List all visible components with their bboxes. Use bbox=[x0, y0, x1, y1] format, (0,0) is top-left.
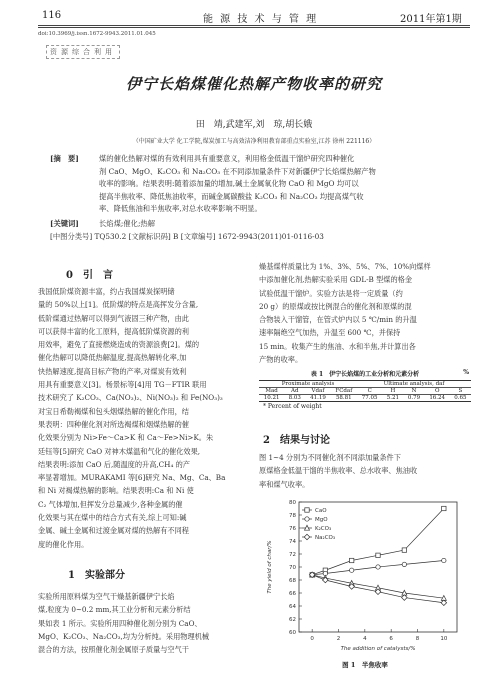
table-cell: 77.05 bbox=[361, 395, 378, 401]
body-line: 率和煤气收率。 bbox=[259, 479, 310, 489]
body-line: 20 g）的原煤或按比例混合的催化剂和原煤的混 bbox=[259, 301, 412, 311]
table-header-cell: Ad bbox=[291, 388, 299, 394]
affiliation: （中国矿业大学 化工学院,煤炭加工与高效洁净利用教育部重点实验室,江苏 徐州 221116） bbox=[132, 138, 376, 145]
table-1 bbox=[259, 369, 471, 410]
table-cell: 16.24 bbox=[429, 395, 446, 401]
body-line: 金属、碱土金属和过渡金属对煤的热解有不同程 bbox=[38, 526, 189, 536]
journal-name: 能 源 技 术 与 管 理 bbox=[203, 14, 319, 25]
body-line: 结果表明:添加 CaO 后,随温度的升高,CH₄ 的产 bbox=[38, 459, 190, 469]
header-rule-2 bbox=[38, 27, 470, 28]
y-tick-label: 78 bbox=[289, 513, 296, 519]
table-group-ultimate: Ultimate analysis, daf bbox=[357, 381, 471, 388]
table-unit: % bbox=[463, 369, 469, 376]
abstract-line: 收率的影响。结果表明:随着添加量的增加,碱土金属氧化物 CaO 和 MgO 均可以 bbox=[99, 179, 359, 188]
abstract-body bbox=[99, 153, 467, 216]
body-line: 果如表 1 所示。实验所用四种催化剂分别为 CaO、 bbox=[38, 618, 202, 628]
data-point bbox=[349, 568, 353, 572]
body-line: 果表明：四种催化剂对所选褐煤和烟煤热解的催 bbox=[38, 419, 189, 429]
table-header-cell: N bbox=[411, 388, 417, 394]
body-line: 和 Ni 对褐煤热解的影响。结果表明:Ca 和 Ni 使 bbox=[38, 486, 194, 496]
table-cell: 58.81 bbox=[335, 395, 352, 401]
body-line: 混合的方法，按照催化剂金属原子质量与空气干 bbox=[38, 645, 189, 655]
body-line: 实验所用原料煤为空气干燥基新疆伊宁长焰 bbox=[38, 592, 175, 601]
journal-issue: 2011年第1期 bbox=[400, 14, 462, 25]
article-title: 伊宁长焰煤催化热解产物收率的研究 bbox=[125, 75, 382, 93]
x-tick-label: 4 bbox=[363, 636, 367, 642]
section-2-body bbox=[259, 451, 469, 491]
body-line: 化效果与其在煤中的结合方式有关,综上可知:碱 bbox=[38, 513, 187, 523]
table-header-cell: FCdaf bbox=[335, 388, 353, 394]
body-line: 技术研究了 K₂CO₃、Ca(NO₃)₂、Ni(NO₃)₂ 和 Fe(NO₃)₃ bbox=[38, 393, 223, 403]
table-row bbox=[259, 395, 471, 402]
table-header-cell: O bbox=[434, 388, 440, 394]
table-cell: 8.03 bbox=[288, 395, 301, 401]
table-header-cell: Vdaf bbox=[311, 388, 325, 394]
y-tick-label: 62 bbox=[289, 617, 296, 623]
legend-label: CaO bbox=[315, 508, 327, 514]
char-yield-chart bbox=[259, 496, 471, 656]
y-axis-label: The yield of char/% bbox=[267, 540, 273, 594]
x-axis-label: The addition of catalysts/% bbox=[340, 646, 416, 652]
legend-marker bbox=[305, 517, 309, 521]
data-point bbox=[402, 562, 406, 566]
body-line: 度的催化作用。 bbox=[38, 539, 89, 549]
data-point bbox=[376, 565, 380, 569]
header-rule bbox=[38, 25, 470, 26]
body-line: 低阶煤通过热解可以得到气液固三种产物，由此 bbox=[38, 313, 189, 323]
body-line: 量的 50%以上[1]。低阶煤的特点是高挥发分含量, bbox=[38, 300, 199, 310]
table-cell: 10.21 bbox=[263, 395, 280, 401]
legend-label: Na₂CO₃ bbox=[315, 535, 336, 541]
data-point bbox=[442, 506, 446, 510]
table-grid bbox=[259, 381, 471, 402]
x-tick-label: 10 bbox=[440, 636, 448, 642]
table-header-cell: C bbox=[367, 388, 372, 394]
body-line: 图 1~4 分别为不同催化剂不同添加量条件下 bbox=[259, 453, 401, 462]
table-group-proximate: Proximate analysis bbox=[259, 381, 357, 388]
body-line: 化效果分别为 Ni>Fe～Ca>K 和 Ca～Fe>Ni>K。朱 bbox=[38, 433, 214, 443]
body-line: 产物的收率。 bbox=[259, 355, 303, 365]
data-point bbox=[323, 577, 329, 583]
abstract-line: 提高半焦收率、降低焦油收率，而碱金属碳酸盐 K₂CO₃ 和 Na₂CO₃ 均提高煤气收 bbox=[99, 191, 364, 201]
body-line: 试验低温干馏炉。实验方法是将一定质量（约 bbox=[259, 288, 403, 298]
table-header-cell: Mad bbox=[265, 388, 278, 394]
table-title: 表 1 伊宁长焰煤的工业分析和元素分析 bbox=[310, 371, 420, 378]
column-tag: 资源综合利用 bbox=[46, 45, 120, 59]
y-tick-label: 64 bbox=[289, 604, 296, 610]
abstract-line: 剂 CaO、MgO、K₂CO₃ 和 Na₂CO₃ 在不同添加量条件下对新疆伊宁长焰煤热解产物 bbox=[99, 166, 376, 176]
table-note: * Percent of weight bbox=[263, 403, 322, 410]
body-line: 燥基煤样质量比为 1%、3%、5%、7%、10%向煤样 bbox=[259, 262, 431, 271]
section-2-heading: 2 结果与讨论 bbox=[263, 435, 330, 446]
y-tick-label: 66 bbox=[289, 591, 296, 597]
body-line: 用具有重要意义[3]。杨景标等[4]用 TG－FTIR 联用 bbox=[38, 380, 207, 390]
right-column-text bbox=[259, 260, 469, 366]
section-0-heading: 0 引 言 bbox=[66, 270, 113, 281]
x-tick-label: 8 bbox=[415, 636, 420, 642]
legend-label: K₂CO₃ bbox=[315, 526, 332, 532]
data-point bbox=[442, 558, 446, 562]
y-tick-label: 80 bbox=[289, 500, 296, 506]
y-tick-label: 60 bbox=[289, 630, 296, 636]
body-line: 率显著增加。MURAKAMI 等[6]研究 Na、Mg、Ca、Ba bbox=[38, 473, 226, 483]
keywords-text: 长焰煤;催化;热解 bbox=[99, 219, 155, 228]
table-cell: 41.19 bbox=[310, 395, 326, 401]
section-0-body bbox=[38, 285, 248, 551]
data-point bbox=[349, 558, 353, 562]
table-cell: 5.21 bbox=[386, 395, 399, 401]
section-1-heading: 1 实验部分 bbox=[68, 570, 125, 581]
body-line: 中添加催化剂,热解实验采用 GDL-B 型煤的格金 bbox=[259, 275, 413, 285]
y-tick-label: 70 bbox=[289, 565, 296, 571]
body-line: 原煤格金低温干馏的半焦收率、总水收率、焦油收 bbox=[259, 466, 418, 476]
body-line: 快热解速度,提高目标产物的产率,对煤炭有效利 bbox=[38, 366, 187, 376]
x-tick-label: 0 bbox=[310, 636, 314, 642]
section-1-body bbox=[38, 590, 248, 656]
abstract-line: 率、降低焦油和半焦收率,对总水收率影响不明显。 bbox=[99, 204, 262, 213]
body-line: 煤,粒度为 0~0.2 mm,其工业分析和元素分析结 bbox=[38, 605, 191, 615]
data-point bbox=[402, 548, 406, 552]
table-header-cell: S bbox=[458, 388, 463, 394]
legend-label: MgO bbox=[315, 517, 328, 523]
x-tick-label: 6 bbox=[389, 636, 393, 642]
body-line: 合物装入干馏管，在管式炉内以 5 ℃/min 的升温 bbox=[259, 315, 417, 325]
keywords-label: [关键词] bbox=[50, 219, 79, 228]
y-tick-label: 74 bbox=[289, 539, 296, 545]
table-title-row bbox=[259, 369, 471, 378]
body-line: 催化热解可以降低热解温度,提高热解转化率,加 bbox=[38, 353, 187, 363]
x-tick-label: 2 bbox=[336, 636, 341, 642]
table-header-row bbox=[259, 388, 471, 395]
figure-caption: 图 1 半焦收率 bbox=[342, 661, 388, 669]
table-header-cell: H bbox=[390, 388, 396, 394]
body-line: 15 min。收集产生的焦油、水和半焦,并计算出各 bbox=[259, 341, 416, 351]
y-tick-label: 72 bbox=[289, 552, 296, 558]
doi: doi:10.3969/j.issn.1672-9943.2011.01.045 bbox=[38, 31, 156, 37]
body-line: MgO、K₂CO₃、Na₂CO₃,均为分析纯。采用物理机械 bbox=[38, 631, 210, 641]
page-number: 116 bbox=[42, 10, 62, 21]
abstract-line: 煤的催化热解对煤的有效利用具有重要意义，利用格金低温干馏炉研究四种催化 bbox=[99, 154, 355, 163]
authors: 田 靖,武建军,刘 琼,胡长娥 bbox=[195, 120, 313, 130]
body-line: C₂ 气体增加,但挥发分总量减少,各种金属的催 bbox=[38, 499, 183, 509]
table-cell: 0.65 bbox=[454, 395, 467, 401]
body-line: 用效率，避免了直接燃烧造成的资源浪费[2]。煤的 bbox=[38, 340, 200, 350]
body-line: 可以获得丰富的化工原料，提高低阶煤资源的利 bbox=[38, 326, 189, 336]
body-line: 我国低阶煤资源丰富，约占我国煤炭探明储 bbox=[38, 287, 175, 296]
y-tick-label: 76 bbox=[289, 526, 296, 532]
legend-marker bbox=[304, 534, 310, 540]
body-line: 廷钰等[5]研究 CaO 对神木煤温和气化的催化效果, bbox=[38, 446, 201, 456]
data-point bbox=[402, 595, 408, 601]
classification: [中图分类号] TQ530.2 [文献标识码] B [文章编号] 1672-9943(2011)01-0116-03 bbox=[50, 232, 324, 241]
data-point bbox=[441, 600, 447, 606]
data-point bbox=[376, 553, 380, 557]
body-line: 速率隔绝空气加热，升温至 600 ℃，并保持 bbox=[259, 328, 401, 338]
legend-marker bbox=[305, 508, 309, 512]
y-tick-label: 68 bbox=[289, 578, 296, 584]
table-cell: 0.79 bbox=[407, 395, 421, 401]
body-line: 对宝日希勒褐煤和包头烟煤热解的催化作用，结 bbox=[38, 406, 189, 416]
abstract-label: [摘 要] bbox=[50, 154, 79, 163]
